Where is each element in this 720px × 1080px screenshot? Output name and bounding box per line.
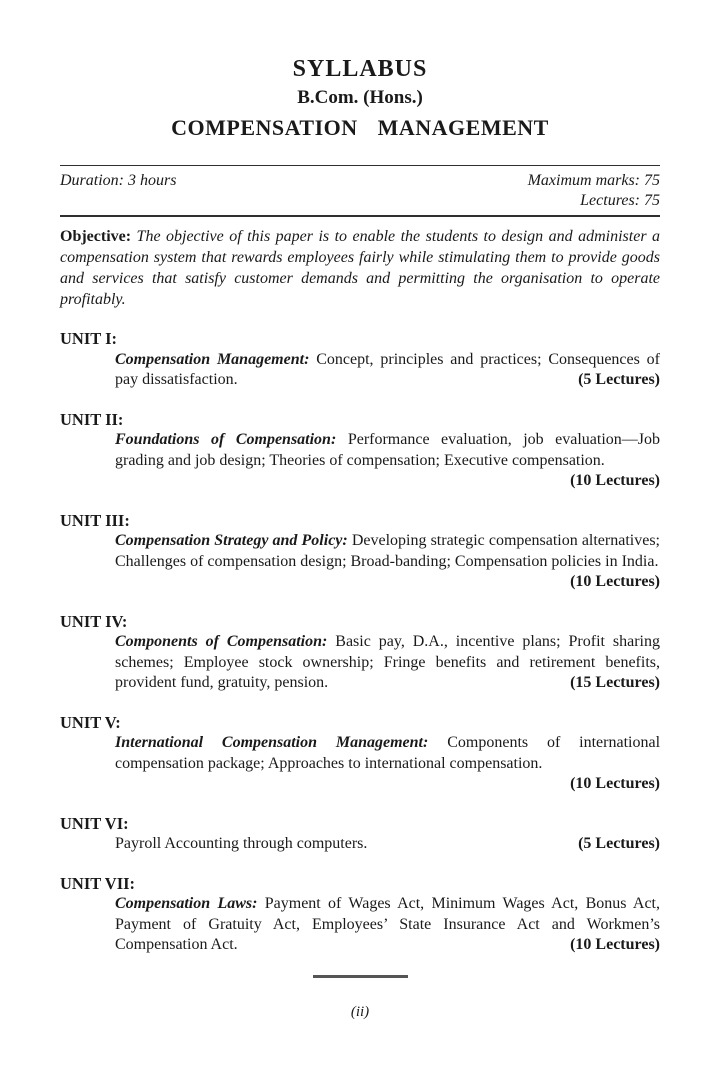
doc-subtitle: B.Com. (Hons.) (297, 87, 423, 108)
lectures-total-label: Lectures: 75 (580, 192, 660, 209)
unit-4-body (115, 632, 660, 694)
unit-2-title: Foundations of Compensation: (115, 431, 337, 448)
unit-6-lectures: (5 Lectures) (578, 835, 660, 852)
unit-1-lectures: (5 Lectures) (578, 371, 660, 388)
unit-1-text: Concept, principles and practices; Consequences of pay dissatisfaction. (115, 350, 661, 388)
unit-6-body (115, 834, 660, 855)
course-title: COMPENSATION MANAGEMENT (171, 115, 549, 140)
meta-block (60, 166, 660, 215)
objective-label: Objective: (60, 228, 132, 245)
unit-4-text: Basic pay, D.A., incentive plans; Profit sharing schemes; Employee stock ownership; Fringe benefits and retirement benefits, provident fund, gratuity, pension. (115, 633, 661, 691)
unit-2-section (60, 410, 660, 492)
unit-3-section (60, 511, 660, 593)
unit-6-section (60, 814, 660, 855)
objective-paragraph (60, 226, 660, 310)
unit-7-body (115, 894, 660, 956)
unit-2-heading: UNIT II: (60, 409, 124, 429)
unit-3-lectures: (10 Lectures) (570, 573, 660, 590)
meta-row-1 (60, 170, 660, 191)
header-divider-bottom (60, 215, 660, 217)
unit-2-lectures: (10 Lectures) (570, 472, 660, 489)
unit-1-body (115, 350, 660, 391)
footer-divider (313, 975, 408, 978)
unit-4-heading: UNIT IV: (60, 611, 128, 631)
duration-label: Duration: 3 hours (60, 172, 177, 189)
unit-2-body (115, 430, 660, 492)
unit-3-text: Developing strategic compensation alternatives; Challenges of compensation design; Broad-banding; Compensation policies in India. (115, 532, 661, 570)
unit-7-title: Compensation Laws: (115, 895, 258, 912)
unit-1-title: Compensation Management: (115, 350, 310, 368)
unit-4-lectures: (15 Lectures) (570, 674, 660, 691)
unit-1-section (60, 329, 660, 391)
unit-5-title: International Compensation Management: (115, 734, 429, 751)
unit-5-body (115, 733, 660, 795)
doc-title: SYLLABUS (292, 56, 428, 82)
max-marks-label: Maximum marks: 75 (527, 172, 660, 189)
page-number: (ii) (350, 1003, 370, 1020)
meta-row-2 (60, 191, 660, 210)
objective-text: The objective of this paper is to enable the students to design and administer a compensation system that rewards employees fairly while stimulating them to provide goods and services that satisfy customer demands and permitting the organisation to operate profitably. (60, 228, 661, 308)
unit-5-section (60, 713, 660, 795)
unit-7-text: Payment of Wages Act, Minimum Wages Act, Bonus Act, Payment of Gratuity Act, Employees’ State Insurance Act and Workmen’s Compensation Act. (115, 895, 660, 953)
unit-6-heading: UNIT VI: (60, 813, 129, 833)
unit-7-lectures: (10 Lectures) (570, 936, 660, 953)
unit-5-text: Components of international compensation package; Approaches to international compensation. (115, 734, 661, 772)
unit-3-heading: UNIT III: (60, 510, 130, 530)
unit-4-section (60, 612, 660, 694)
unit-1-heading: UNIT I: (60, 329, 118, 348)
unit-3-title: Compensation Strategy and Policy: (115, 532, 348, 549)
unit-4-title: Components of Compensation: (115, 633, 328, 650)
unit-2-text: Performance evaluation, job evaluation—Job grading and job design; Theories of compensation; Executive compensation. (115, 431, 661, 469)
unit-6-text: Payroll Accounting through computers. (115, 835, 368, 852)
unit-5-heading: UNIT V: (60, 712, 121, 732)
unit-3-body (115, 531, 660, 593)
unit-5-lectures: (10 Lectures) (570, 775, 660, 792)
unit-7-heading: UNIT VII: (60, 873, 136, 893)
unit-7-section (60, 874, 660, 956)
